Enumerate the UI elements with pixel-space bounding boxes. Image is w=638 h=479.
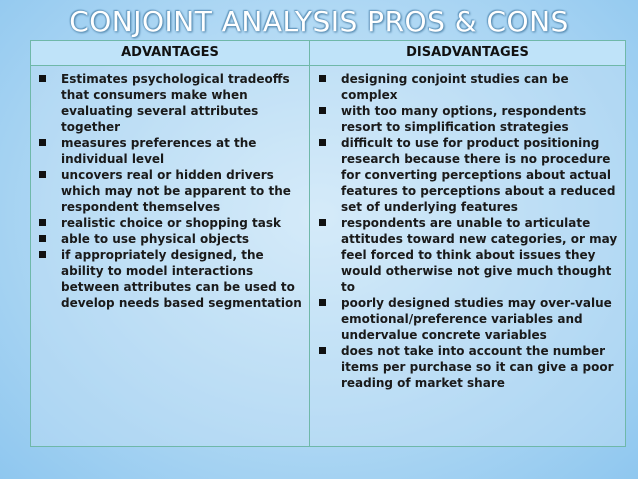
- square-bullet-icon: [319, 139, 326, 146]
- disadvantage-text: designing conjoint studies can be complex: [341, 72, 569, 102]
- advantage-text: realistic choice or shopping task: [61, 216, 281, 230]
- disadvantage-item: [317, 103, 621, 135]
- square-bullet-icon: [319, 347, 326, 354]
- disadvantage-text: with too many options, respondents resort to simplification strategies: [341, 104, 587, 134]
- column-divider: [309, 41, 310, 446]
- advantage-text: uncovers real or hidden drivers which may not be apparent to the respondent themselves: [61, 168, 291, 214]
- advantage-item: [37, 135, 305, 167]
- advantages-header: ADVANTAGES: [121, 45, 219, 60]
- advantage-text: Estimates psychological tradeoffs that consumers make when evaluating several attributes together: [61, 72, 290, 134]
- disadvantage-item: [317, 71, 621, 103]
- table-header-row: [31, 41, 625, 66]
- disadvantage-text: does not take into account the number items per purchase so it can give a poor reading of market share: [341, 344, 614, 390]
- pros-cons-table: [30, 40, 626, 447]
- square-bullet-icon: [39, 139, 46, 146]
- disadvantages-header: DISADVANTAGES: [406, 45, 529, 60]
- advantage-item: [37, 71, 305, 135]
- advantage-item: [37, 247, 305, 311]
- square-bullet-icon: [39, 235, 46, 242]
- advantage-text: measures preferences at the individual level: [61, 136, 257, 166]
- square-bullet-icon: [39, 251, 46, 258]
- square-bullet-icon: [39, 171, 46, 178]
- square-bullet-icon: [319, 75, 326, 82]
- advantage-text: able to use physical objects: [61, 232, 250, 246]
- advantage-item: [37, 231, 305, 247]
- square-bullet-icon: [319, 107, 326, 114]
- square-bullet-icon: [39, 75, 46, 82]
- slide-title: CONJOINT ANALYSIS PROS & CONS: [69, 5, 569, 38]
- disadvantage-item: [317, 215, 621, 295]
- advantage-text: if appropriately designed, the ability to model interactions between attributes can be used to develop needs based segmentation: [61, 248, 302, 310]
- advantages-list: [37, 71, 305, 311]
- square-bullet-icon: [39, 219, 46, 226]
- advantage-item: [37, 167, 305, 215]
- disadvantage-text: poorly designed studies may over-value emotional/preference variables and undervalue concrete variables: [341, 296, 612, 342]
- disadvantage-item: [317, 343, 621, 391]
- square-bullet-icon: [319, 299, 326, 306]
- disadvantage-text: respondents are unable to articulate attitudes toward new categories, or may feel forced to think about issues they would otherwise not give much thought to: [341, 216, 618, 294]
- disadvantage-item: [317, 135, 621, 215]
- square-bullet-icon: [319, 219, 326, 226]
- disadvantage-item: [317, 295, 621, 343]
- disadvantage-text: difficult to use for product positioning research because there is no procedure for converting perceptions about actual features to perceptions about a reduced set of underlying features: [341, 136, 616, 214]
- advantage-item: [37, 215, 305, 231]
- disadvantages-list: [317, 71, 621, 391]
